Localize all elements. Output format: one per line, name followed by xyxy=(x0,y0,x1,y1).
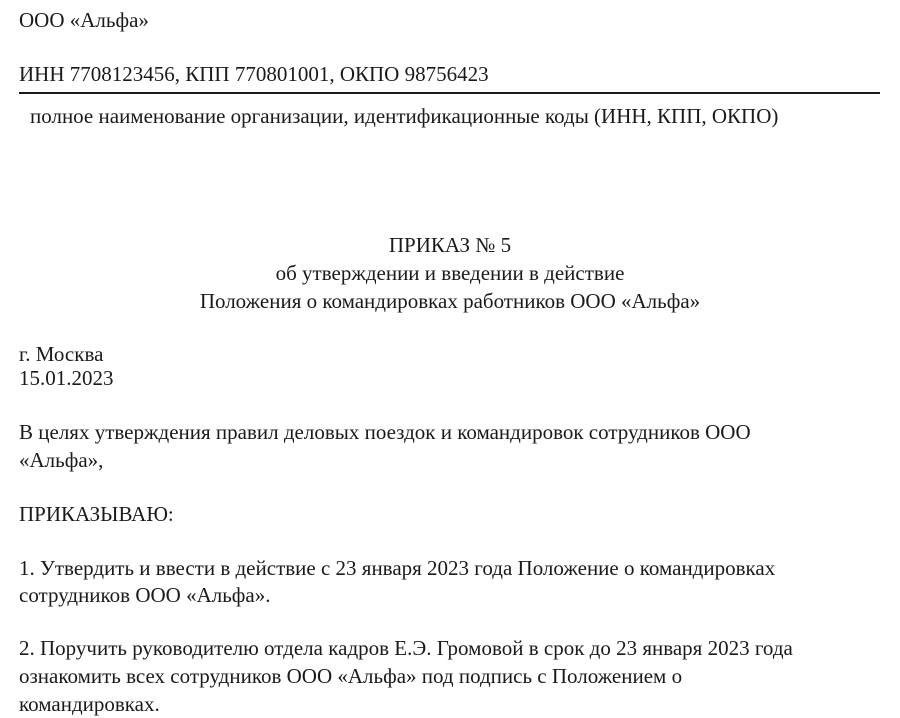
order-date: 15.01.2023 xyxy=(19,366,114,390)
item-1-line-1: 1. Утвердить и ввести в действие с 23 января 2023 года Положение о командировках xyxy=(19,556,776,580)
organization-codes: ИНН 7708123456, КПП 770801001, ОКПО 98756423 xyxy=(19,62,489,86)
organization-caption: полное наименование организации, идентификационные коды (ИНН, КПП, ОКПО) xyxy=(30,104,779,128)
item-2-line-2: ознакомить всех сотрудников ООО «Альфа» под подпись с Положением о xyxy=(19,664,683,688)
item-2-line-1: 2. Поручить руководителю отдела кадров Е.Э. Громовой в срок до 23 января 2023 года xyxy=(19,636,793,660)
preamble-line-1: В целях утверждения правил деловых поездок и командировок сотрудников ООО xyxy=(19,420,751,444)
item-1-line-2: сотрудников ООО «Альфа». xyxy=(19,583,271,607)
signature-rule xyxy=(19,92,880,94)
order-subtitle-line-2: Положения о командировках работников ООО «Альфа» xyxy=(199,289,701,313)
organization-name: ООО «Альфа» xyxy=(19,8,149,32)
item-2-line-3: командировках. xyxy=(19,692,160,716)
order-title: ПРИКАЗ № 5 xyxy=(388,233,512,257)
order-subtitle-line-1: об утверждении и введении в действие xyxy=(275,261,625,285)
place: г. Москва xyxy=(19,342,104,366)
preamble-line-2: «Альфа», xyxy=(19,448,104,472)
order-word: ПРИКАЗЫВАЮ: xyxy=(19,502,174,526)
